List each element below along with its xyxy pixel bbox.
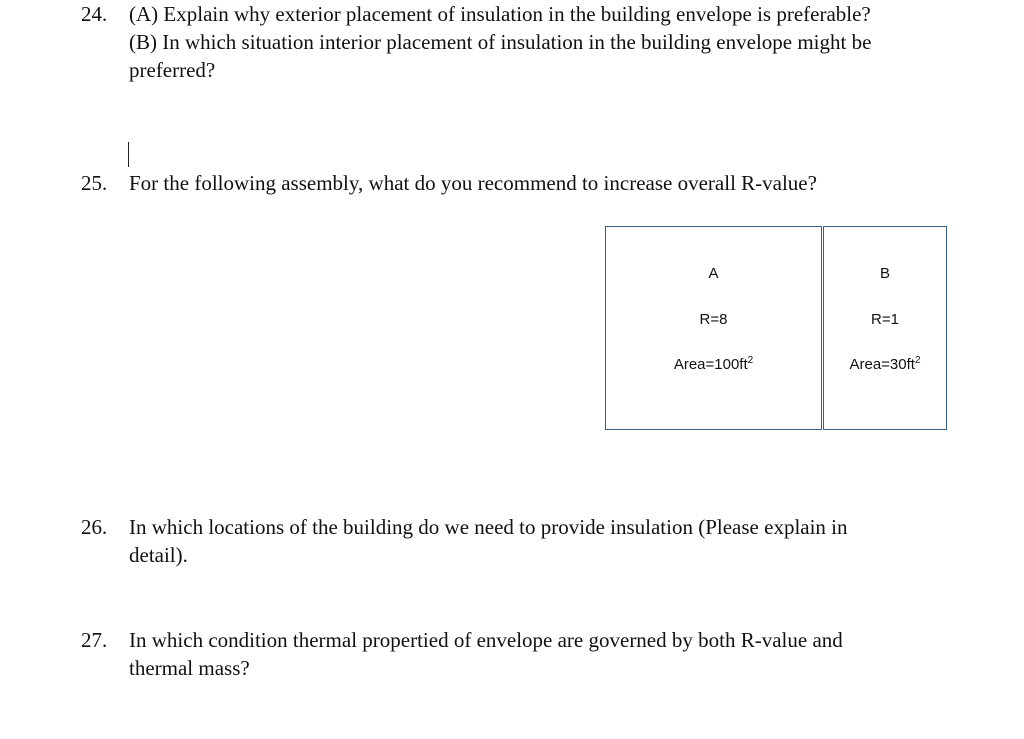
panel-area bbox=[606, 355, 821, 373]
question-text-line: (A) Explain why exterior placement of insulation in the building envelope is preferable? bbox=[129, 2, 871, 26]
text-cursor bbox=[128, 142, 129, 167]
panel-r-value: R=1 bbox=[871, 311, 899, 328]
panel-r-value: R=8 bbox=[699, 311, 728, 328]
assembly-panel-a bbox=[605, 226, 822, 430]
question-text-line: preferred? bbox=[129, 58, 216, 82]
assembly-panel-b bbox=[823, 226, 947, 430]
panel-label: A bbox=[708, 265, 719, 282]
panel-area-text: Area=100ft bbox=[673, 356, 748, 373]
panel-area bbox=[824, 355, 946, 373]
panel-label: B bbox=[879, 265, 890, 282]
question-number: 26. bbox=[81, 515, 108, 539]
question-number: 24. bbox=[81, 2, 108, 26]
question-number: 27. bbox=[81, 628, 108, 652]
question-26 bbox=[81, 513, 981, 569]
question-24 bbox=[81, 0, 981, 84]
question-text-line: In which condition thermal propertied of envelope are governed by both R-value and bbox=[129, 628, 843, 652]
panel-area-exponent: 2 bbox=[747, 355, 754, 366]
question-text-line: thermal mass? bbox=[129, 656, 250, 680]
question-text-line: For the following assembly, what do you recommend to increase overall R-value? bbox=[129, 171, 817, 195]
panel-area-text: Area=30ft bbox=[849, 356, 915, 373]
panel-area-exponent: 2 bbox=[914, 355, 921, 366]
question-number: 25. bbox=[81, 171, 108, 195]
question-25 bbox=[81, 169, 981, 197]
question-27 bbox=[81, 626, 981, 682]
question-text-line: (B) In which situation interior placement of insulation in the building envelope might be bbox=[129, 30, 872, 54]
question-text-line: detail). bbox=[129, 543, 188, 567]
question-text-line: In which locations of the building do we need to provide insulation (Please explain in bbox=[129, 515, 848, 539]
